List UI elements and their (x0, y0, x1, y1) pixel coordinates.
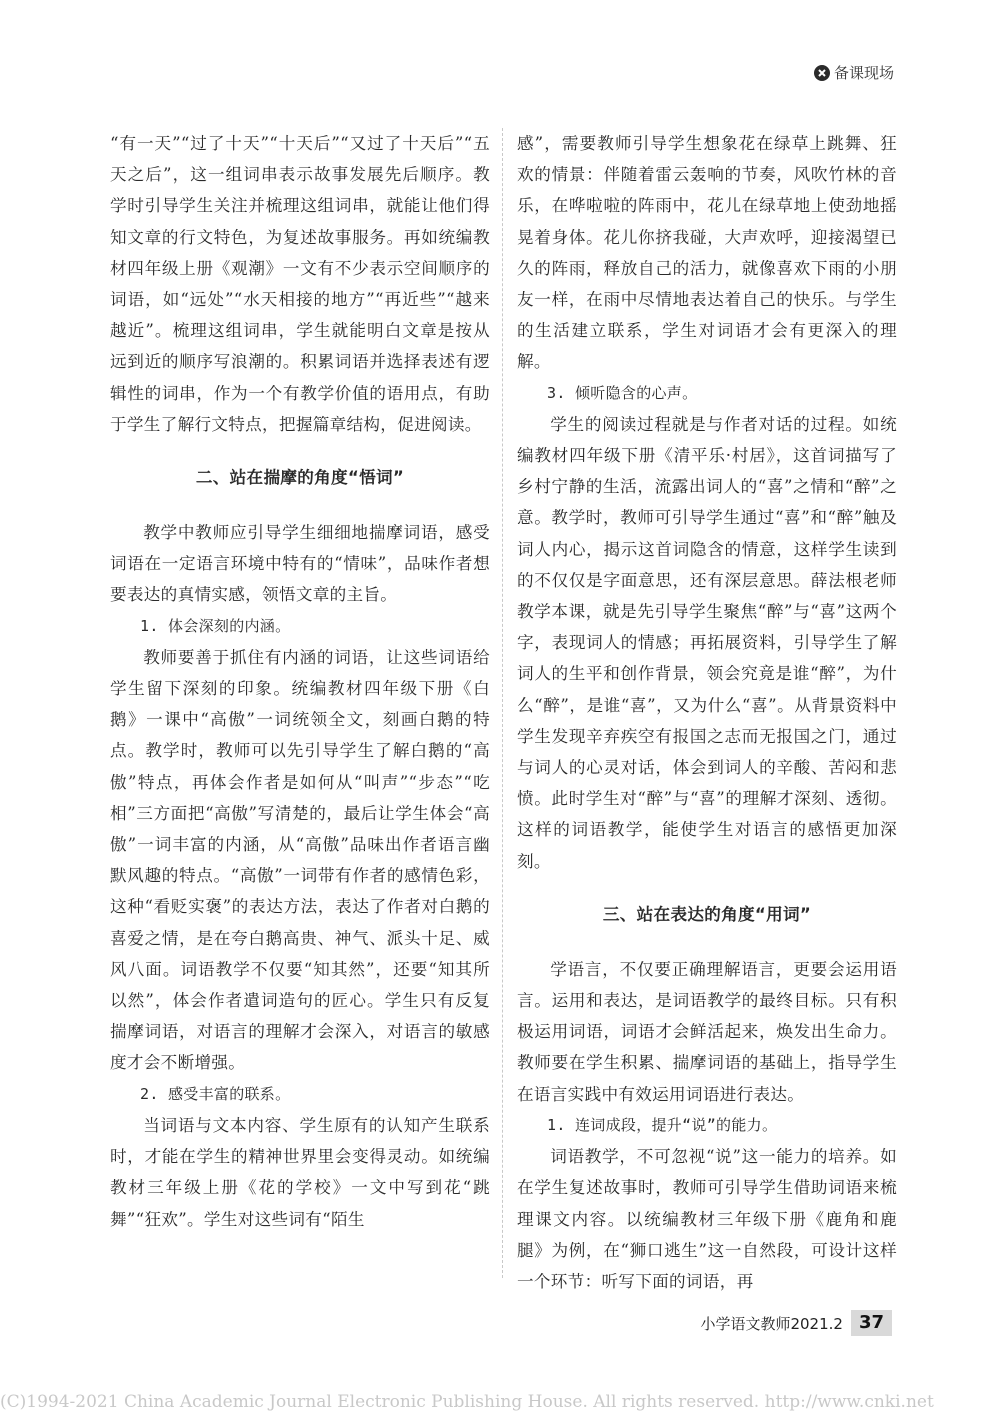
section-heading: 三、站在表达的角度“用词” (602, 904, 812, 924)
knot-badge-icon (814, 65, 830, 81)
subheading: 1. 体会深刻的内涵。 (140, 616, 291, 635)
section-label: 备课现场 (833, 64, 894, 82)
subheading: 3. 倾听隐含的心声。 (547, 383, 698, 402)
left-column (110, 128, 490, 1235)
page-header (814, 62, 894, 83)
right-column (517, 128, 897, 1297)
paragraph: 感”，需要教师引导学生想象花在绿草上跳舞、狂欢的情景：伴随着雷云轰响的节奏，风吹竹林的音乐，在哗啦啦的阵雨中，花儿在绿草地上使劲地摇晃着身体。花儿你挤我碰，大声欢呼，迎接渴望已久的阵雨，释放自己的活力，就像喜欢下雨的小朋友一样，在雨中尽情地表达着自己的快乐。与学生的生活建立联系，学生对词语才会有更深入的理解。 (517, 134, 897, 372)
subheading: 1. 连词成段，提升“说”的能力。 (547, 1115, 778, 1134)
paragraph: 词语教学，不可忽视“说”这一能力的培养。如在学生复述故事时，教师可引导学生借助词语来梳理课文内容。以统编教材三年级下册《鹿角和鹿腿》为例，在“狮口逃生”这一自然段，可设计这样一个环节：听写下面的词语，再 (517, 1147, 897, 1291)
paragraph: 当词语与文本内容、学生原有的认知产生联系时，才能在学生的精神世界里会变得灵动。如统编教材三年级上册《花的学校》一文中写到花“跳舞”“狂欢”。学生对这些词有“陌生 (110, 1115, 490, 1229)
journal-name: 小学语文教师2021.2 (700, 1314, 843, 1333)
page-number: 37 (851, 1310, 892, 1336)
paragraph: 学生的阅读过程就是与作者对话的过程。如统编教材四年级下册《清平乐·村居》，这首词描写了乡村宁静的生活，流露出词人的“喜”之情和“醉”之意。教学时，教师可引导学生通过“喜”和“醉”触及词人内心，揭示这首词隐含的情意，这样学生读到的不仅仅是字面意思，还有深层意思。薛法根老师教学本课，就是先引导学生聚焦“醉”与“喜”这两个字，表现词人的情感；再拓展资料，引导学生了解词人的生平和创作背景，领会究竟是谁“醉”，为什么“醉”，是谁“喜”，又为什么“喜”。从背景资料中学生发现辛弃疾空有报国之志而无报国之门，通过与词人的心灵对话，体会到词人的辛酸、苦闷和悲愤。此时学生对“醉”与“喜”的理解才深刻、透彻。这样的词语教学，能使学生对语言的感悟更加深刻。 (517, 414, 897, 871)
paragraph: 教师要善于抓住有内涵的词语，让这些词语给学生留下深刻的印象。统编教材四年级下册《白鹅》一课中“高傲”一词统领全文，刻画白鹅的特点。教学时，教师可以先引导学生了解白鹅的“高傲”特点，再体会作者是如何从“叫声”“步态”“吃相”三方面把“高傲”写清楚的，最后让学生体会“高傲”一词丰富的内涵，从“高傲”品味出作者语言幽默风趣的特点。“高傲”一词带有作者的感情色彩，这种“看贬实褒”的表达方法，表达了作者对白鹅的喜爱之情，是在夸白鹅高贵、神气、派头十足、威风八面。词语教学不仅要“知其然”，还要“知其所以然”，体会作者遣词造句的匠心。学生只有反复揣摩词语，对语言的理解才会深入，对语言的敏感度才会不断增强。 (110, 647, 490, 1073)
paragraph: 学语言，不仅要正确理解语言，更要会运用语言。运用和表达，是词语教学的最终目标。只有积极运用词语，词语才会鲜活起来，焕发出生命力。教师要在学生积累、揣摩词语的基础上，指导学生在语言实践中有效运用词语进行表达。 (517, 959, 897, 1104)
paragraph: “有一天”“过了十天”“十天后”“又过了十天后”“五天之后”，这一组词串表示故事发展先后顺序。教学时引导学生关注并梳理这组词串，就能让他们得知文章的行文特色，为复述故事服务。再如统编教材四年级上册《观潮》一文有不少表示空间顺序的词语，如“远处”“水天相接的地方”“再近些”“越来越近”。梳理这组词串，学生就能明白文章是按从远到近的顺序写浪潮的。积累词语并选择表述有逻辑性的词串，作为一个有教学价值的语用点，有助于学生了解行文特点，把握篇章结构，促进阅读。 (110, 134, 490, 434)
copyright-notice: (C)1994-2021 China Academic Journal Electronic Publishing House. All rights reserved. http://www.cnki.net (0, 1392, 934, 1412)
subheading: 2. 感受丰富的联系。 (140, 1084, 291, 1103)
page-footer (700, 1310, 892, 1336)
paragraph: 教学中教师应引导学生细细地揣摩词语，感受词语在一定语言环境中特有的“情味”，品味作者想要表达的真情实感，领悟文章的主旨。 (110, 523, 490, 605)
column-divider (502, 128, 503, 1278)
section-heading: 二、站在揣摩的角度“悟词” (195, 468, 405, 488)
